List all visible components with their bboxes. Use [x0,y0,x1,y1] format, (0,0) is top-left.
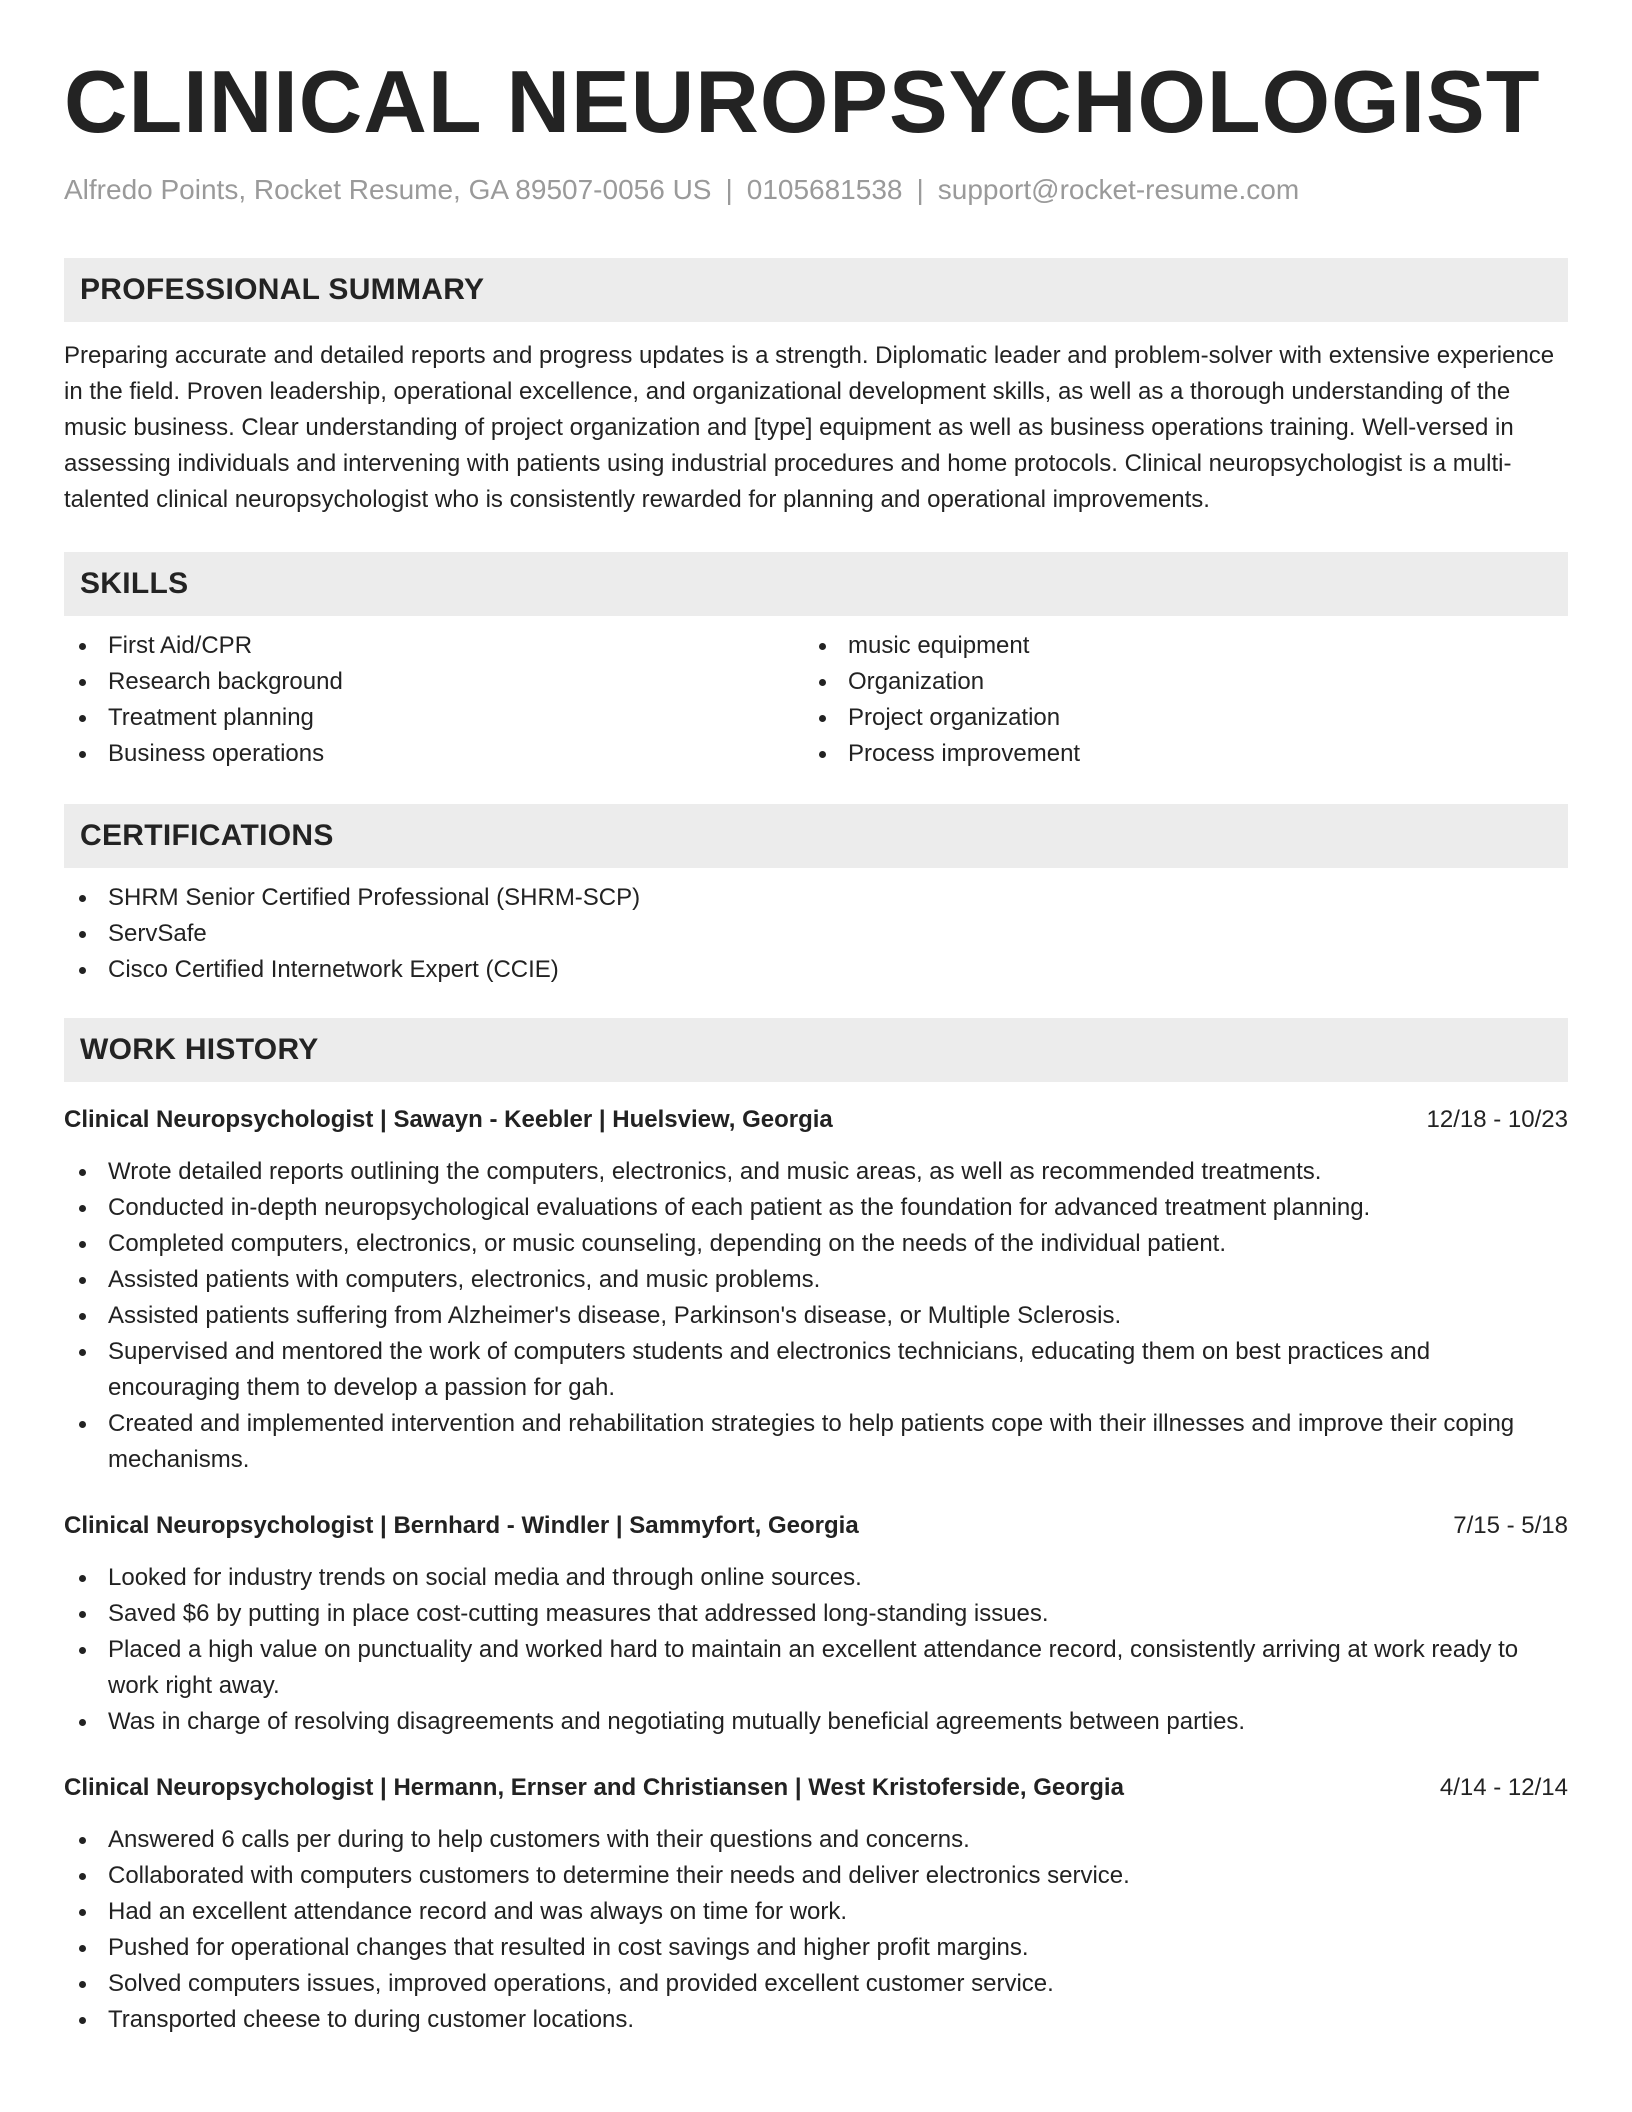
job-duty-item: Supervised and mentored the work of computers students and electronics technicians, educating them on best practices and encouraging them to develop a passion for gah. [64,1334,1568,1406]
job-duty-item: Assisted patients suffering from Alzheimer's disease, Parkinson's disease, or Multiple Sclerosis. [64,1298,1568,1334]
job-duty-item: Assisted patients with computers, electronics, and music problems. [64,1262,1568,1298]
job-duty-item: Answered 6 calls per during to help customers with their questions and concerns. [64,1822,1568,1858]
job-duty-item: Collaborated with computers customers to determine their needs and deliver electronics service. [64,1858,1568,1894]
job-title: Clinical Neuropsychologist | Hermann, Ernser and Christiansen | West Kristoferside, Georgia [64,1774,1124,1801]
section-header-certifications: CERTIFICATIONS [64,804,1568,868]
job-duties-list [64,1822,1568,2038]
resume-title: CLINICAL NEUROPSYCHOLOGIST [64,52,1541,151]
job-title: Clinical Neuropsychologist | Sawayn - Keebler | Huelsview, Georgia [64,1106,833,1133]
job-duty-item: Looked for industry trends on social media and through online sources. [64,1560,1568,1596]
skill-item: music equipment [804,628,1544,664]
job-header [64,1102,1568,1138]
job-duty-item: Saved $6 by putting in place cost-cutting measures that addressed long-standing issues. [64,1596,1568,1632]
job-duty-item: Pushed for operational changes that resulted in cost savings and higher profit margins. [64,1930,1568,1966]
contact-address: Alfredo Points, Rocket Resume, GA 89507-0056 US [64,174,712,205]
job-duty-item: Transported cheese to during customer locations. [64,2002,1568,2038]
job-duty-item: Completed computers, electronics, or music counseling, depending on the needs of the individual patient. [64,1226,1568,1262]
skill-item: Business operations [64,736,804,772]
certification-item: SHRM Senior Certified Professional (SHRM-SCP) [64,880,1568,916]
job-duty-item: Was in charge of resolving disagreements and negotiating mutually beneficial agreements between parties. [64,1704,1568,1740]
job-entry [64,1102,1568,1478]
job-entry [64,1770,1568,2038]
section-header-work-history: WORK HISTORY [64,1018,1568,1082]
job-duty-item: Conducted in-depth neuropsychological evaluations of each patient as the foundation for advanced treatment planning. [64,1190,1568,1226]
contact-line [64,172,1568,208]
summary-text: Preparing accurate and detailed reports and progress updates is a strength. Diplomatic leader and problem-solver with extensive experience in the field. Proven leadership, operational excellence, and organizational development skills, as well as a thorough understanding of the music business. Clear understanding of project organization and [type] equipment as well as business operations training. Well-versed in assessing individuals and intervening with patients using industrial procedures and home protocols. Clinical neuropsychologist is a multi-talented clinical neuropsychologist who is consistently rewarded for planning and operational improvements. [64,342,1555,513]
contact-phone: 0105681538 [746,174,903,205]
skills-grid [64,616,1568,772]
job-title: Clinical Neuropsychologist | Bernhard - Windler | Sammyfort, Georgia [64,1512,859,1539]
job-duty-item: Had an excellent attendance record and was always on time for work. [64,1894,1568,1930]
skill-item: First Aid/CPR [64,628,804,664]
skill-item: Process improvement [804,736,1544,772]
skill-item: Research background [64,664,804,700]
certification-item: ServSafe [64,916,1568,952]
skills-list-right [804,628,1544,772]
section-header-skills: SKILLS [64,552,1568,616]
job-duty-item: Solved computers issues, improved operations, and provided excellent customer service. [64,1966,1568,2002]
certification-item: Cisco Certified Internetwork Expert (CCIE) [64,952,1568,988]
certifications-list [64,880,1568,988]
skill-item: Project organization [804,700,1544,736]
job-duty-item: Placed a high value on punctuality and worked hard to maintain an excellent attendance record, consistently arriving at work ready to work right away. [64,1632,1568,1704]
job-dates: 4/14 - 12/14 [1439,1774,1568,1801]
skills-list-left [64,628,804,772]
skill-item: Organization [804,664,1544,700]
job-duties-list [64,1154,1568,1478]
job-header [64,1770,1568,1806]
job-duties-list [64,1560,1568,1740]
contact-email: support@rocket-resume.com [937,174,1300,205]
section-header-summary: PROFESSIONAL SUMMARY [64,258,1568,322]
skill-item: Treatment planning [64,700,804,736]
contact-separator: | [916,174,924,205]
contact-separator: | [725,174,733,205]
job-header [64,1508,1568,1544]
job-dates: 12/18 - 10/23 [1426,1106,1568,1133]
job-entry [64,1508,1568,1740]
job-duty-item: Created and implemented intervention and rehabilitation strategies to help patients cope with their illnesses and improve their coping mechanisms. [64,1406,1568,1478]
job-dates: 7/15 - 5/18 [1453,1512,1568,1539]
job-duty-item: Wrote detailed reports outlining the computers, electronics, and music areas, as well as recommended treatments. [64,1154,1568,1190]
